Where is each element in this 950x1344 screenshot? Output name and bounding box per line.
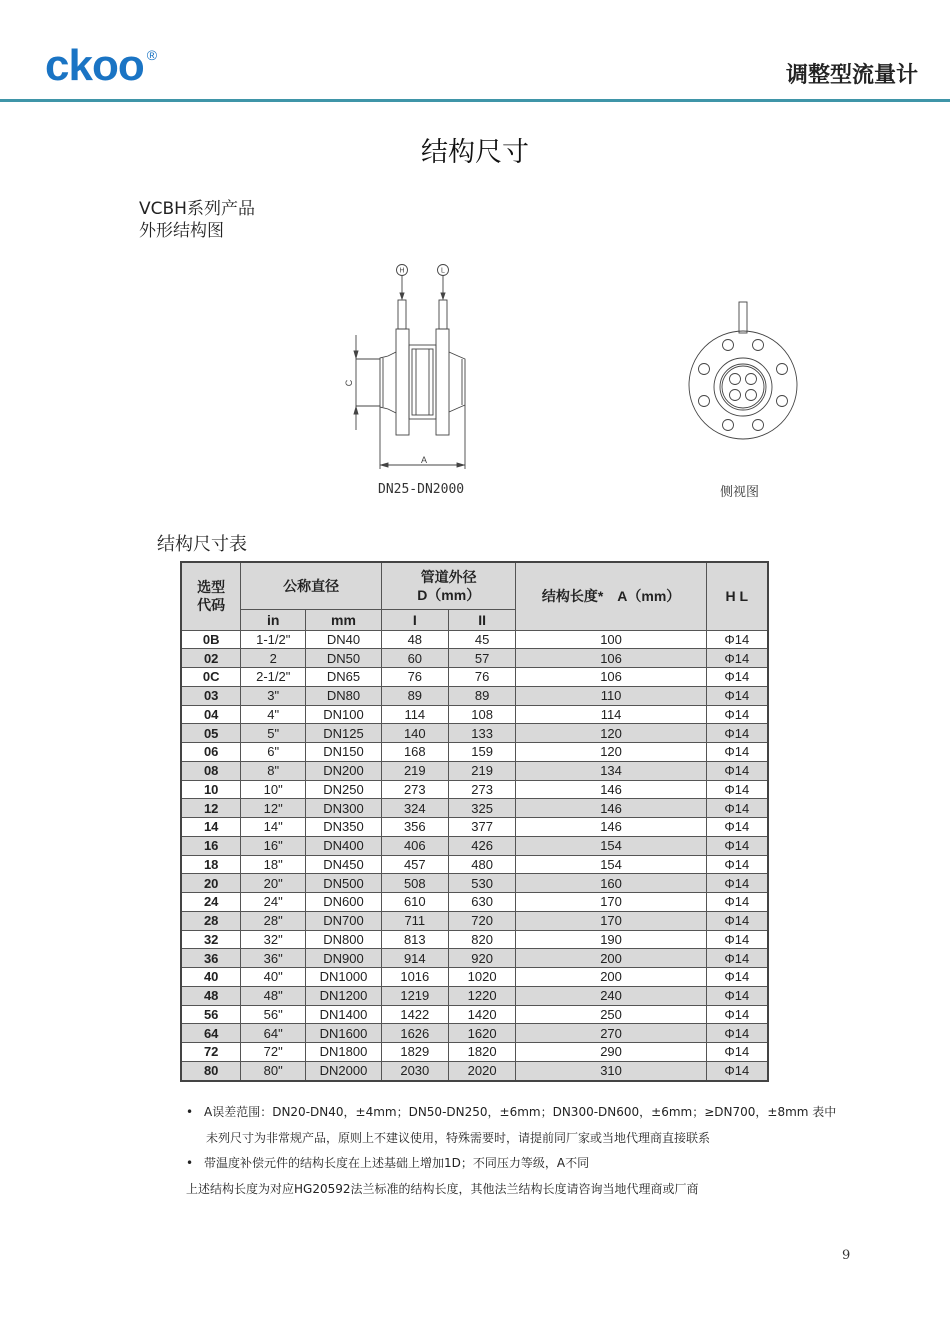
cell-mm: DN250 [306,780,382,799]
cell-od-i: 273 [381,780,448,799]
ckoo-logo [45,41,157,90]
cell-od-ii: 480 [448,855,516,874]
table-row [181,668,768,687]
cell-od-i: 356 [381,818,448,837]
page-number: 9 [842,1248,851,1263]
cell-length-a: 170 [516,893,706,912]
table-row [181,968,768,987]
cell-od-i: 2030 [381,1061,448,1080]
side-view-caption: 侧视图 [720,485,760,500]
cell-code: 56 [181,1005,241,1024]
cell-mm: DN700 [306,911,382,930]
cell-mm: DN350 [306,818,382,837]
cell-code: 28 [181,911,241,930]
cell-length-a: 160 [516,874,706,893]
cell-in: 18" [241,855,306,874]
cell-od-i: 914 [381,949,448,968]
dimension-table [180,561,769,1082]
table-row [181,855,768,874]
c-dimension-label: C [344,379,354,387]
table-row [181,949,768,968]
cell-length-a: 120 [516,724,706,743]
bullet-icon: • [186,1105,194,1119]
cell-in: 80" [241,1061,306,1080]
cell-in: 4" [241,705,306,724]
cell-od-ii: 273 [448,780,516,799]
cell-length-a: 154 [516,855,706,874]
cell-mm: DN1600 [306,1024,382,1043]
cell-od-i: 1626 [381,1024,448,1043]
table-row [181,1005,768,1024]
cell-in: 28" [241,911,306,930]
cell-od-ii: 530 [448,874,516,893]
cell-length-a: 146 [516,799,706,818]
cell-length-a: 154 [516,836,706,855]
table-title: 结构尺寸表 [157,534,247,555]
cell-mm: DN100 [306,705,382,724]
table-row [181,686,768,705]
cell-in: 16" [241,836,306,855]
cell-mm: DN65 [306,668,382,687]
cell-hl: Φ14 [706,761,768,780]
cell-code: 16 [181,836,241,855]
cell-code: 02 [181,649,241,668]
document-title: 调整型流量计 [785,63,918,88]
cell-in: 32" [241,930,306,949]
cell-hl: Φ14 [706,705,768,724]
cell-mm: DN1400 [306,1005,382,1024]
cell-in: 40" [241,968,306,987]
cell-code: 05 [181,724,241,743]
note-1-continued: 未列尺寸为非常规产品，原则上不建议使用，特殊需要时，请提前同厂家或当地代理商直接联系 [206,1130,711,1145]
cell-in: 14" [241,818,306,837]
cell-od-i: 711 [381,911,448,930]
cell-code: 72 [181,1043,241,1062]
cell-in: 72" [241,1043,306,1062]
cell-od-ii: 57 [448,649,516,668]
pipe-od-label: 管道外径 [420,568,477,585]
cell-mm: DN40 [306,630,382,649]
bullet-icon: • [186,1156,194,1170]
cell-mm: DN2000 [306,1061,382,1080]
cell-mm: DN400 [306,836,382,855]
cell-od-i: 813 [381,930,448,949]
cell-mm: DN1800 [306,1043,382,1062]
cell-length-a: 134 [516,761,706,780]
cell-mm: DN80 [306,686,382,705]
cell-code: 08 [181,761,241,780]
cell-hl: Φ14 [706,724,768,743]
note-1-text: A误差范围：DN20-DN40，±4mm；DN50-DN250，±6mm；DN300-DN600，±6mm；≥DN700，±8mm 表中 [204,1105,837,1119]
cell-length-a: 250 [516,1005,706,1024]
notes [186,1100,836,1202]
cell-length-a: 106 [516,668,706,687]
cell-code: 0C [181,668,241,687]
cell-od-ii: 2020 [448,1061,516,1080]
cell-od-ii: 720 [448,911,516,930]
cell-mm: DN600 [306,893,382,912]
cell-od-i: 140 [381,724,448,743]
cell-in: 2 [241,649,306,668]
cell-hl: Φ14 [706,1005,768,1024]
table-row [181,649,768,668]
a-dimension-label: A [420,455,428,465]
cell-mm: DN150 [306,743,382,762]
cell-hl: Φ14 [706,630,768,649]
cell-hl: Φ14 [706,1061,768,1080]
cell-in: 10" [241,780,306,799]
cell-in: 36" [241,949,306,968]
cell-length-a: 146 [516,818,706,837]
cell-code: 18 [181,855,241,874]
cell-hl: Φ14 [706,818,768,837]
table-row [181,893,768,912]
cell-hl: Φ14 [706,668,768,687]
cell-mm: DN1000 [306,968,382,987]
l-label: L [441,267,445,275]
cell-length-a: 270 [516,1024,706,1043]
note-2-text: 带温度补偿元件的结构长度在上述基础上增加1D；不同压力等级，A不同 [204,1156,590,1170]
cell-code: 36 [181,949,241,968]
cell-length-a: 310 [516,1061,706,1080]
cell-mm: DN200 [306,761,382,780]
cell-hl: Φ14 [706,949,768,968]
cell-in: 8" [241,761,306,780]
cell-mm: DN50 [306,649,382,668]
cell-mm: DN800 [306,930,382,949]
logo-text: ckoo [45,41,144,90]
cell-od-ii: 325 [448,799,516,818]
cell-od-i: 508 [381,874,448,893]
cell-hl: Φ14 [706,930,768,949]
cell-od-ii: 377 [448,818,516,837]
cell-od-i: 76 [381,668,448,687]
cell-od-i: 406 [381,836,448,855]
table-row [181,1061,768,1080]
cell-od-i: 60 [381,649,448,668]
header-in: in [241,609,306,630]
cell-in: 20" [241,874,306,893]
cell-code: 04 [181,705,241,724]
cell-hl: Φ14 [706,911,768,930]
cell-od-ii: 1220 [448,986,516,1005]
cell-length-a: 170 [516,911,706,930]
header-nominal-diameter: 公称直径 [241,562,382,609]
cell-od-ii: 159 [448,743,516,762]
table-row [181,761,768,780]
cell-od-i: 1016 [381,968,448,987]
cell-od-ii: 1620 [448,1024,516,1043]
cell-od-ii: 426 [448,836,516,855]
cell-length-a: 100 [516,630,706,649]
table-row [181,724,768,743]
cell-hl: Φ14 [706,855,768,874]
header-mm: mm [306,609,382,630]
cell-hl: Φ14 [706,686,768,705]
registered-mark: ® [146,47,157,63]
cell-code: 10 [181,780,241,799]
cell-in: 3" [241,686,306,705]
cell-hl: Φ14 [706,780,768,799]
cell-od-i: 1829 [381,1043,448,1062]
cell-code: 24 [181,893,241,912]
cell-code: 03 [181,686,241,705]
header-length-a: 结构长度* A（mm） [516,562,706,630]
header-od-ii: II [448,609,516,630]
cell-od-i: 89 [381,686,448,705]
note-1 [186,1100,836,1126]
cell-hl: Φ14 [706,649,768,668]
cell-length-a: 240 [516,986,706,1005]
cell-hl: Φ14 [706,1043,768,1062]
cell-code: 48 [181,986,241,1005]
cell-code: 64 [181,1024,241,1043]
cell-od-ii: 133 [448,724,516,743]
table-row [181,799,768,818]
cell-od-i: 1422 [381,1005,448,1024]
table-row [181,1024,768,1043]
cell-code: 32 [181,930,241,949]
cell-od-i: 168 [381,743,448,762]
cell-in: 24" [241,893,306,912]
cell-length-a: 120 [516,743,706,762]
cell-length-a: 200 [516,949,706,968]
cell-length-a: 114 [516,705,706,724]
cell-od-ii: 45 [448,630,516,649]
table-row [181,911,768,930]
drawing-title: 外形结构图 [139,221,224,241]
table-row [181,930,768,949]
cell-in: 12" [241,799,306,818]
cell-mm: DN125 [306,724,382,743]
cell-mm: DN450 [306,855,382,874]
table-row [181,836,768,855]
header-code: 选型代码 [181,562,241,630]
table-row [181,1043,768,1062]
table-row [181,818,768,837]
cell-length-a: 106 [516,649,706,668]
cell-in: 64" [241,1024,306,1043]
cell-hl: Φ14 [706,799,768,818]
series-name: VCBH系列产品 [139,199,255,219]
cell-hl: Φ14 [706,986,768,1005]
cell-od-i: 1219 [381,986,448,1005]
cell-hl: Φ14 [706,874,768,893]
header-pipe-od [381,562,516,609]
cell-mm: DN900 [306,949,382,968]
cell-code: 20 [181,874,241,893]
table-row [181,780,768,799]
cell-mm: DN500 [306,874,382,893]
cell-od-i: 48 [381,630,448,649]
cell-in: 1-1/2" [241,630,306,649]
cell-length-a: 146 [516,780,706,799]
note-3: 上述结构长度为对应HG20592法兰标准的结构长度，其他法兰结构长度请咨询当地代理商或厂商 [186,1181,699,1196]
cell-od-ii: 1420 [448,1005,516,1024]
cell-od-i: 324 [381,799,448,818]
pipe-od-unit: D（mm） [417,586,481,603]
cell-length-a: 190 [516,930,706,949]
cell-code: 12 [181,799,241,818]
cell-in: 2-1/2" [241,668,306,687]
cell-length-a: 290 [516,1043,706,1062]
note-2 [186,1151,836,1177]
cell-hl: Φ14 [706,893,768,912]
cell-in: 5" [241,724,306,743]
cell-od-ii: 630 [448,893,516,912]
h-label: H [399,267,405,275]
cell-hl: Φ14 [706,1024,768,1043]
header-divider [0,99,950,102]
table-row [181,705,768,724]
series-heading [139,198,255,242]
cell-od-ii: 920 [448,949,516,968]
header-od-i: I [381,609,448,630]
table-row [181,986,768,1005]
cell-code: 14 [181,818,241,837]
front-view-caption: DN25-DN2000 [378,482,465,497]
cell-od-i: 610 [381,893,448,912]
cell-od-ii: 1020 [448,968,516,987]
cell-od-ii: 108 [448,705,516,724]
cell-code: 0B [181,630,241,649]
cell-od-i: 219 [381,761,448,780]
table-row [181,874,768,893]
cell-mm: DN1200 [306,986,382,1005]
cell-in: 56" [241,1005,306,1024]
cell-length-a: 110 [516,686,706,705]
cell-hl: Φ14 [706,743,768,762]
cell-in: 6" [241,743,306,762]
page-heading: 结构尺寸 [421,137,529,168]
table-row [181,630,768,649]
cell-mm: DN300 [306,799,382,818]
cell-od-ii: 1820 [448,1043,516,1062]
cell-code: 06 [181,743,241,762]
cell-hl: Φ14 [706,968,768,987]
cell-in: 48" [241,986,306,1005]
cell-hl: Φ14 [706,836,768,855]
cell-code: 80 [181,1061,241,1080]
cell-od-ii: 76 [448,668,516,687]
header-hl: H L [706,562,768,630]
side-view-drawing [670,290,810,510]
cell-code: 40 [181,968,241,987]
front-view-drawing [330,255,490,505]
cell-od-i: 114 [381,705,448,724]
cell-od-ii: 219 [448,761,516,780]
cell-od-ii: 89 [448,686,516,705]
cell-od-ii: 820 [448,930,516,949]
table-row [181,743,768,762]
cell-length-a: 200 [516,968,706,987]
cell-od-i: 457 [381,855,448,874]
